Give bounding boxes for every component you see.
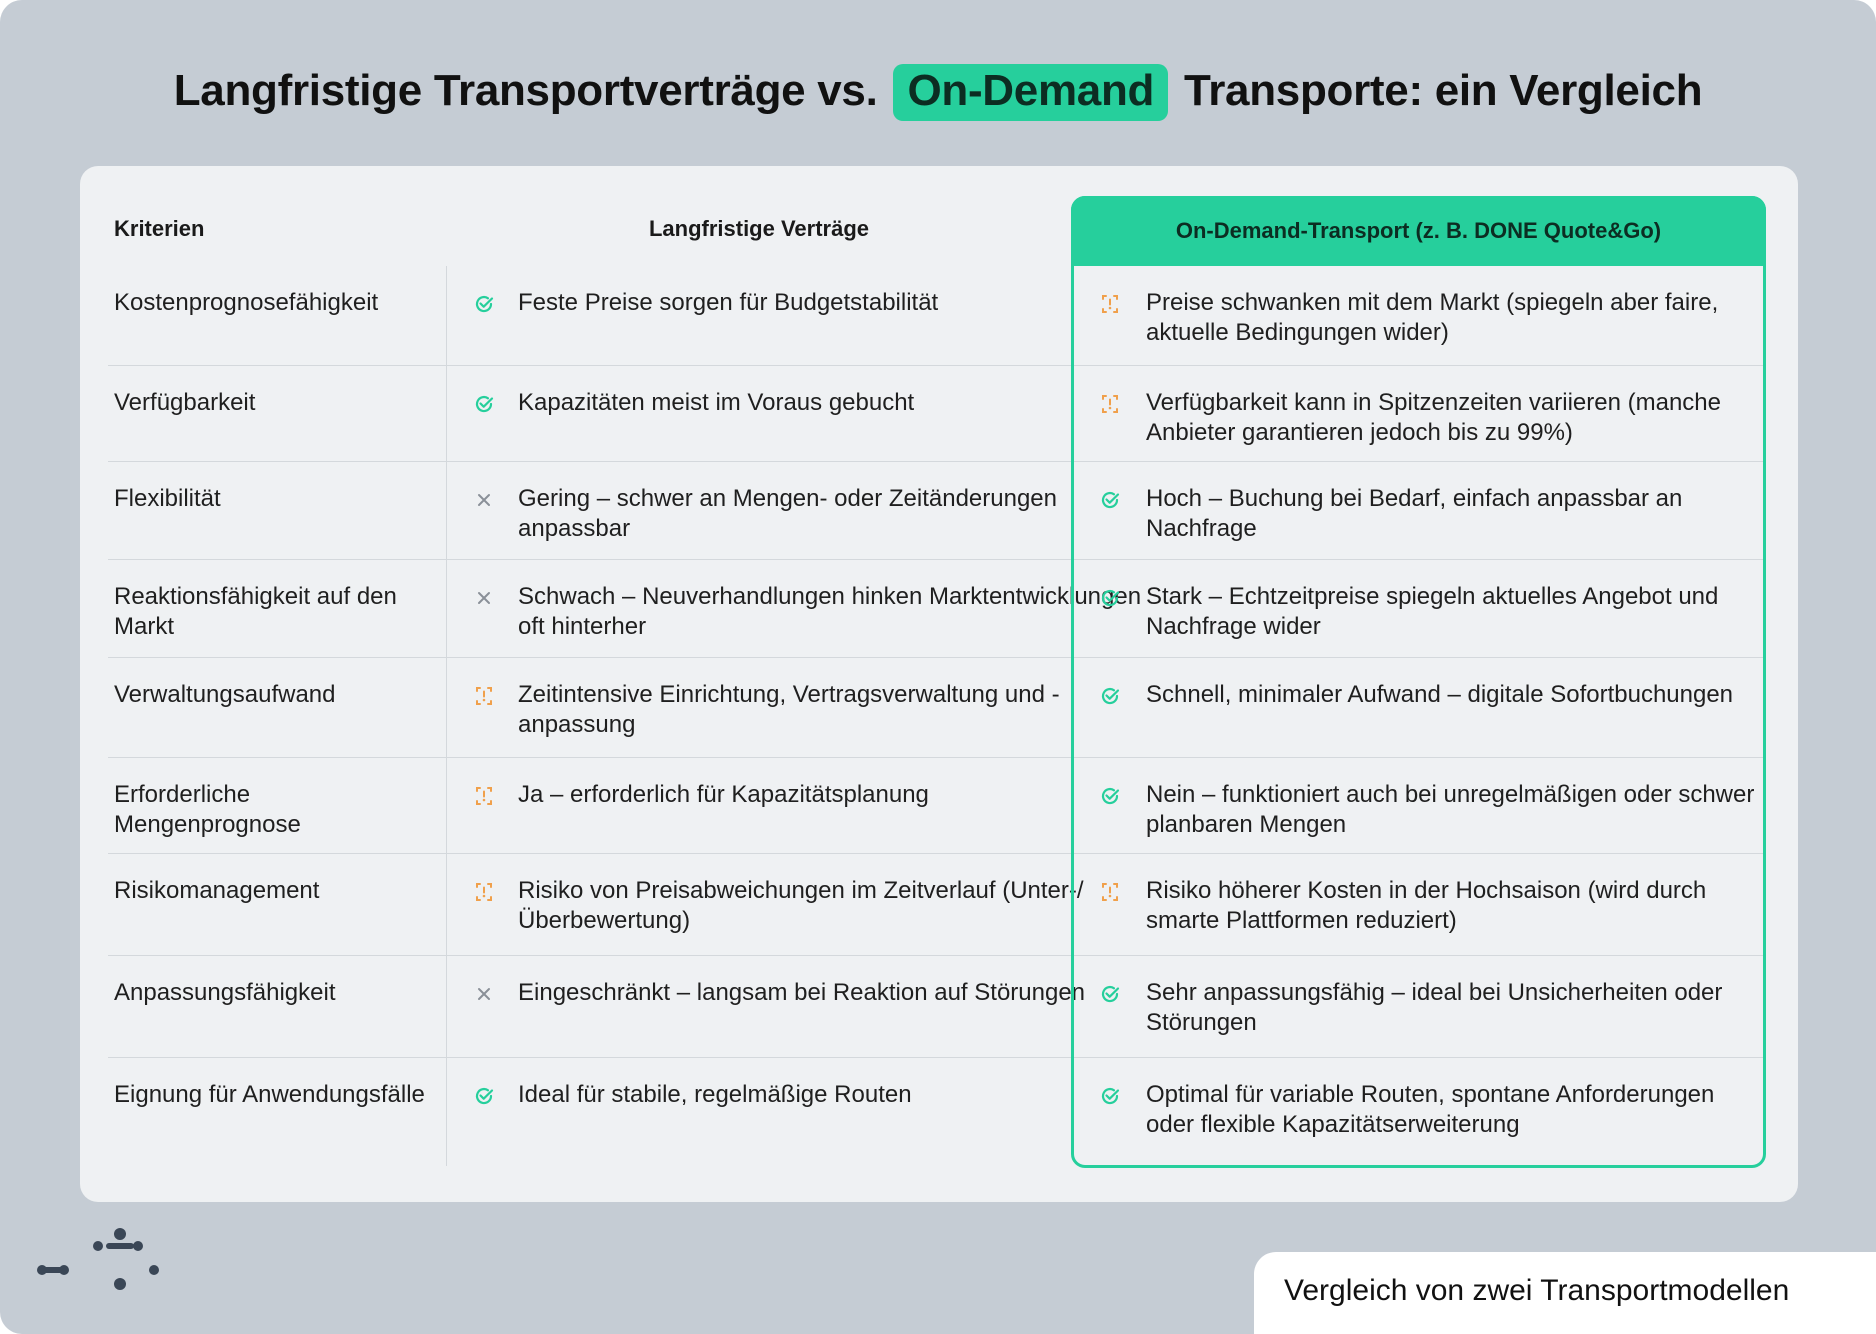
table-row — [108, 560, 1764, 658]
check-icon — [1100, 984, 1120, 1004]
warning-icon — [474, 686, 494, 706]
on-demand-text: Hoch – Buchung bei Bedarf, einfach anpassbar an Nachfrage — [1146, 485, 1683, 542]
criterion-label: Anpassungsfähigkeit — [114, 979, 336, 1006]
header-long-term: Langfristige Verträge — [648, 216, 870, 241]
check-icon — [1100, 686, 1120, 706]
check-icon — [1100, 1086, 1120, 1106]
check-icon — [474, 294, 494, 314]
long-term-text: Ja – erforderlich für Kapazitätsplanung — [518, 781, 929, 808]
warning-icon — [1100, 394, 1120, 414]
footer-caption: Vergleich von zwei Transportmodellen — [1284, 1274, 1790, 1307]
criterion-label: Erforderliche Mengenprognose — [114, 781, 301, 838]
criterion-label: Verwaltungsaufwand — [114, 681, 336, 708]
title-part-2: Transporte: ein Vergleich — [1184, 66, 1703, 115]
table-row — [108, 462, 1764, 560]
warning-icon — [474, 882, 494, 902]
table-row — [108, 854, 1764, 956]
cross-icon — [474, 588, 494, 608]
long-term-text: Feste Preise sorgen für Budgetstabilität — [518, 289, 939, 316]
criterion-label: Reaktionsfähigkeit auf den Markt — [114, 583, 397, 640]
criterion-label: Kostenprognosefähigkeit — [114, 289, 379, 316]
long-term-text: Risiko von Preisabweichungen im Zeitverlauf (Unter-/Überbewertung) — [518, 877, 1084, 934]
table-row — [108, 266, 1764, 366]
long-term-text: Zeitintensive Einrichtung, Vertragsverwaltung und -anpassung — [518, 681, 1060, 738]
header-on-demand: On-Demand-Transport (z. B. DONE Quote&Go) — [1071, 196, 1766, 266]
criterion-label: Eignung für Anwendungsfälle — [114, 1081, 425, 1108]
warning-icon — [1100, 882, 1120, 902]
on-demand-text: Preise schwanken mit dem Markt (spiegeln aber faire, aktuelle Bedingungen wider) — [1146, 289, 1719, 346]
page-title — [0, 66, 1876, 116]
on-demand-text: Risiko höherer Kosten in der Hochsaison (wird durch smarte Plattformen reduziert) — [1146, 877, 1707, 934]
criterion-label: Flexibilität — [114, 485, 221, 512]
on-demand-text: Sehr anpassungsfähig – ideal bei Unsicherheiten oder Störungen — [1146, 979, 1723, 1036]
table-row — [108, 658, 1764, 758]
long-term-text: Schwach – Neuverhandlungen hinken Marktentwicklungen oft hinterher — [518, 583, 1142, 640]
header-criteria: Kriterien — [114, 216, 205, 241]
title-highlight: On-Demand — [893, 64, 1168, 121]
warning-icon — [474, 786, 494, 806]
criterion-label: Verfügbarkeit — [114, 389, 256, 416]
check-icon — [1100, 490, 1120, 510]
on-demand-text: Schnell, minimaler Aufwand – digitale Sofortbuchungen — [1146, 681, 1734, 708]
title-part-1: Langfristige Transportverträge vs. — [173, 66, 878, 115]
cross-icon — [474, 490, 494, 510]
long-term-text: Kapazitäten meist im Voraus gebucht — [518, 389, 915, 416]
cross-icon — [474, 984, 494, 1004]
on-demand-text: Nein – funktioniert auch bei unregelmäßigen oder schwer planbaren Mengen — [1146, 781, 1755, 838]
table-row — [108, 758, 1764, 854]
long-term-text: Ideal für stabile, regelmäßige Routen — [518, 1081, 912, 1108]
on-demand-text: Verfügbarkeit kann in Spitzenzeiten variieren (manche Anbieter garantieren jedoch bis zu 99%) — [1146, 389, 1721, 446]
check-icon — [1100, 786, 1120, 806]
on-demand-text: Optimal für variable Routen, spontane Anforderungen oder flexible Kapazitätserweiterung — [1146, 1081, 1715, 1138]
check-icon — [474, 394, 494, 414]
on-demand-text: Stark – Echtzeitpreise spiegeln aktuelles Angebot und Nachfrage wider — [1146, 583, 1719, 640]
check-icon — [474, 1086, 494, 1106]
check-icon — [1100, 588, 1120, 608]
warning-icon — [1100, 294, 1120, 314]
brand-logo-icon — [36, 1226, 196, 1296]
criterion-label: Risikomanagement — [114, 877, 320, 904]
table-row — [108, 1058, 1764, 1168]
long-term-text: Eingeschränkt – langsam bei Reaktion auf Störungen — [518, 979, 1086, 1006]
long-term-text: Gering – schwer an Mengen- oder Zeitänderungen anpassbar — [518, 485, 1057, 542]
table-row — [108, 956, 1764, 1058]
table-row — [108, 366, 1764, 462]
